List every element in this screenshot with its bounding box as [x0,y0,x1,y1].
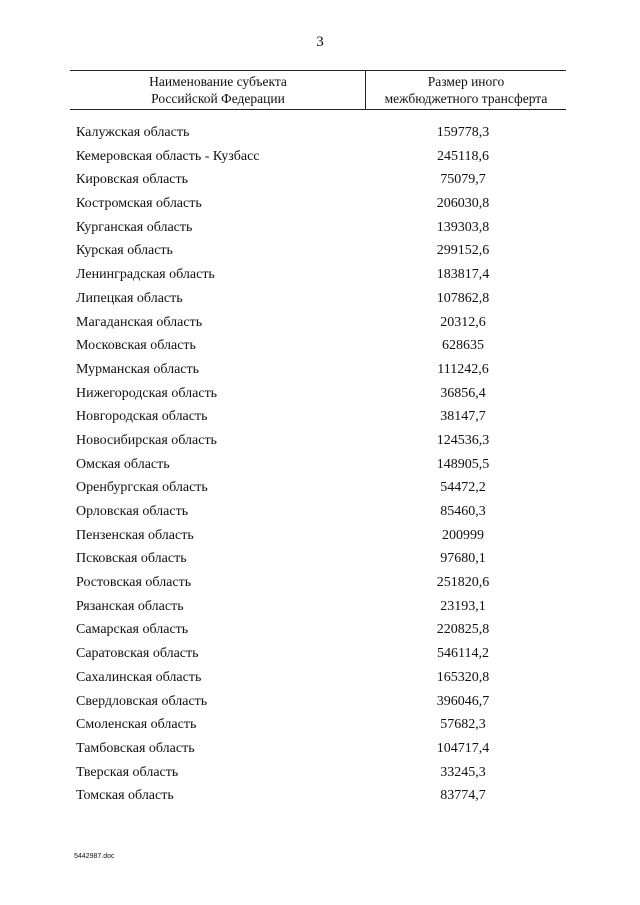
region-name: Новосибирская область [76,432,217,448]
transfer-amount: 148905,5 [436,456,490,472]
transfer-amount: 206030,8 [436,196,490,212]
region-name: Смоленская область [76,717,197,733]
document-id: 5442987.doc [74,853,115,860]
table-row [0,121,640,145]
region-name: Тверская область [76,764,179,780]
region-name: Ростовская область [76,575,192,591]
transfer-amount: 75079,7 [440,172,486,188]
table-row [0,761,640,785]
header-region-name [70,71,366,109]
table-row [0,358,640,382]
transfer-amount: 38147,7 [440,409,486,425]
transfer-amount: 36856,4 [440,385,486,401]
transfer-amount: 85460,3 [440,504,486,519]
region-name: Курганская область [76,219,193,235]
table-row [0,595,640,619]
table-row [0,547,640,571]
transfer-amount: 33245,3 [440,764,486,780]
region-name: Тамбовская область [76,740,195,756]
table-row [0,737,640,761]
table-row [0,429,640,453]
table-row [0,334,640,358]
table-row [0,618,640,642]
table-row [0,666,640,690]
table-row [0,690,640,714]
table-row [0,524,640,548]
transfer-amount: 165320,8 [436,669,490,685]
table-row [0,713,640,737]
table-row [0,168,640,192]
table-row [0,642,640,666]
transfer-amount: 57682,3 [440,717,486,733]
region-name: Оренбургская область [76,480,208,496]
transfer-amount: 396046,7 [436,693,490,709]
transfer-amount: 97680,1 [440,551,486,567]
transfer-amount: 54472,2 [440,480,486,496]
region-name: Липецкая область [76,290,183,306]
region-name: Ленинградская область [76,267,215,283]
header-amount-line2: межбюджетного трансферта [384,91,548,106]
transfer-amount: 107862,8 [436,290,490,306]
transfer-amount: 546114,2 [437,646,489,662]
transfer-amount: 299152,6 [436,243,490,259]
region-name: Калужская область [76,125,190,140]
header-region-line2: Российской Федерации [151,91,285,106]
region-name: Пензенская область [76,527,194,543]
region-name: Кировская область [76,172,189,188]
transfer-amount: 183817,4 [436,267,490,283]
region-name: Новгородская область [76,409,208,425]
table-header [70,70,566,110]
transfer-amount: 245118,6 [437,148,489,164]
region-name: Кемеровская область - Кузбасс [76,148,260,164]
table-row [0,500,640,524]
region-name: Рязанская область [76,598,184,614]
table-row [0,145,640,169]
region-name: Томская область [76,788,174,804]
region-name: Самарская область [76,622,189,638]
table-row [0,571,640,595]
table-row [0,311,640,335]
table-row [0,476,640,500]
region-name: Орловская область [76,504,189,519]
table-row [0,216,640,240]
table-body [0,121,640,808]
region-name: Сахалинская область [76,669,202,685]
region-name: Нижегородская область [76,385,218,401]
region-name: Саратовская область [76,646,199,662]
transfer-amount: 124536,3 [436,432,490,448]
table-row [0,287,640,311]
table-row [0,263,640,287]
transfer-amount: 159778,3 [436,125,490,140]
table-row [0,405,640,429]
region-name: Магаданская область [76,314,203,330]
transfer-amount: 200999 [442,527,484,543]
region-name: Костромская область [76,196,202,212]
transfer-amount: 104717,4 [436,740,490,756]
region-name: Московская область [76,338,196,354]
table-row [0,239,640,263]
transfer-amount: 111242,6 [437,361,489,377]
table-row [0,784,640,808]
table-row [0,453,640,477]
header-region-line1: Наименование субъекта [149,74,287,89]
page-number: 3 [316,34,324,50]
transfer-amount: 220825,8 [436,622,490,638]
transfer-amount: 628635 [442,338,484,354]
region-name: Свердловская область [76,693,208,709]
region-name: Курская область [76,243,173,259]
transfer-amount: 139303,8 [436,219,490,235]
table-row [0,382,640,406]
header-transfer-amount [366,71,566,109]
transfer-amount: 83774,7 [440,788,486,804]
header-amount-line1: Размер иного [427,74,505,89]
transfer-amount: 23193,1 [440,598,486,614]
transfer-amount: 251820,6 [436,575,490,591]
region-name: Псковская область [76,551,187,567]
transfer-amount: 20312,6 [440,314,486,330]
region-name: Мурманская область [76,361,200,377]
table-row [0,192,640,216]
region-name: Омская область [76,456,170,472]
